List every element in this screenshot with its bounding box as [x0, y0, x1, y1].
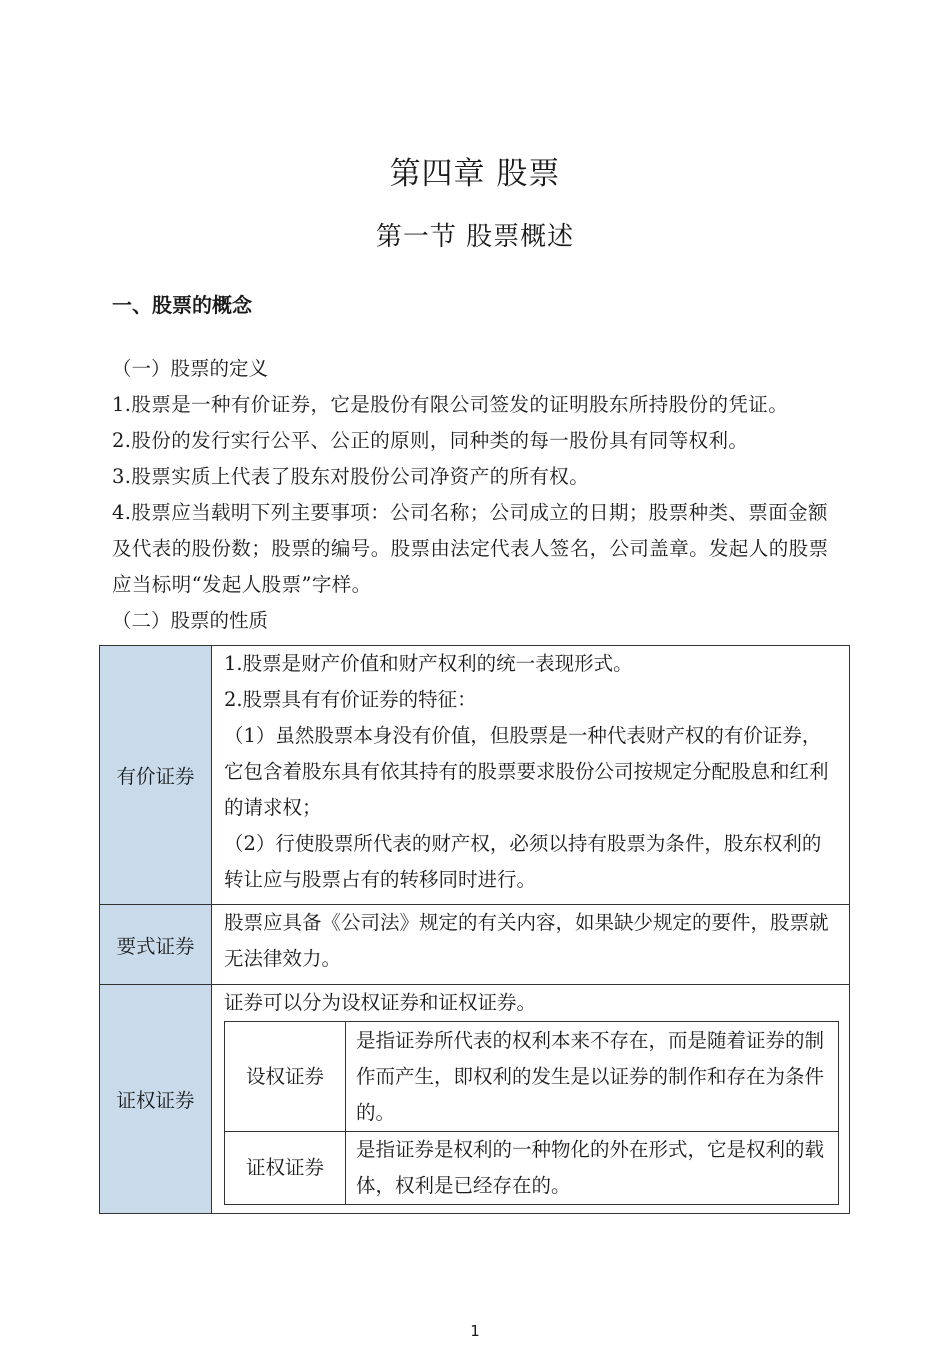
content-line: 1.股票是财产价值和财产权利的统一表现形式。 [224, 652, 633, 675]
table-row [100, 985, 850, 1214]
definition-item-1: 1.股票是一种有价证券，它是股份有限公司签发的证明股东所持股份的凭证。 [112, 393, 789, 416]
nature-table [99, 645, 850, 1214]
inner-table [224, 1021, 839, 1205]
table-row [100, 646, 850, 905]
subheading-nature: （二）股票的性质 [112, 609, 269, 632]
inner-label-right-creating: 设权证券 [225, 1022, 346, 1132]
inner-row [225, 1022, 839, 1132]
page-number: 1 [470, 1322, 480, 1340]
inner-label-right-evidencing: 证权证券 [225, 1132, 346, 1205]
content-line: 股票应具备《公司法》规定的有关内容，如果缺少规定的要件，股票就无法律效力。 [224, 911, 829, 970]
content-line: （1）虽然股票本身没有价值，但股票是一种代表财产权的有价证券，它包含着股东具有依其持有的股票要求股份公司按规定分配股息和红利的请求权； [224, 724, 829, 819]
inner-text: 是指证券所代表的权利本来不存在，而是随着证券的制作而产生，即权利的发生是以证券的制作和存在为条件的。 [346, 1022, 839, 1132]
definition-item-2: 2.股份的发行实行公平、公正的原则，同种类的每一股份具有同等权利。 [112, 429, 749, 452]
row-label-priced-security: 有价证券 [100, 646, 212, 905]
row-content [212, 646, 850, 905]
content-line: 证券可以分为设权证券和证权证券。 [224, 991, 537, 1014]
content-line: 2.股票具有有价证券的特征： [224, 688, 477, 711]
definition-item-3: 3.股票实质上代表了股东对股份公司净资产的所有权。 [112, 465, 590, 488]
row-content [212, 985, 850, 1214]
definition-item-4: 4.股票应当载明下列主要事项：公司名称；公司成立的日期；股票种类、票面金额及代表的股份数；股票的编号。股票由法定代表人签名，公司盖章。发起人的股票应当标明“发起人股票”字样。 [112, 501, 829, 596]
row-label-formal-security: 要式证券 [100, 905, 212, 985]
heading-stock-concept: 一、股票的概念 [112, 293, 252, 317]
inner-row [225, 1132, 839, 1205]
row-content [212, 905, 850, 985]
chapter-title: 第四章 股票 [389, 156, 561, 192]
inner-text: 是指证券是权利的一种物化的外在形式，它是权利的载体，权利是已经存在的。 [346, 1132, 839, 1205]
subheading-definition: （一）股票的定义 [112, 357, 269, 380]
content-line: （2）行使股票所代表的财产权，必须以持有股票为条件，股东权利的转让应与股票占有的转移同时进行。 [224, 832, 822, 891]
table-row [100, 905, 850, 985]
row-label-right-evidence-security: 证权证券 [100, 985, 212, 1214]
section-title: 第一节 股票概述 [375, 222, 575, 252]
